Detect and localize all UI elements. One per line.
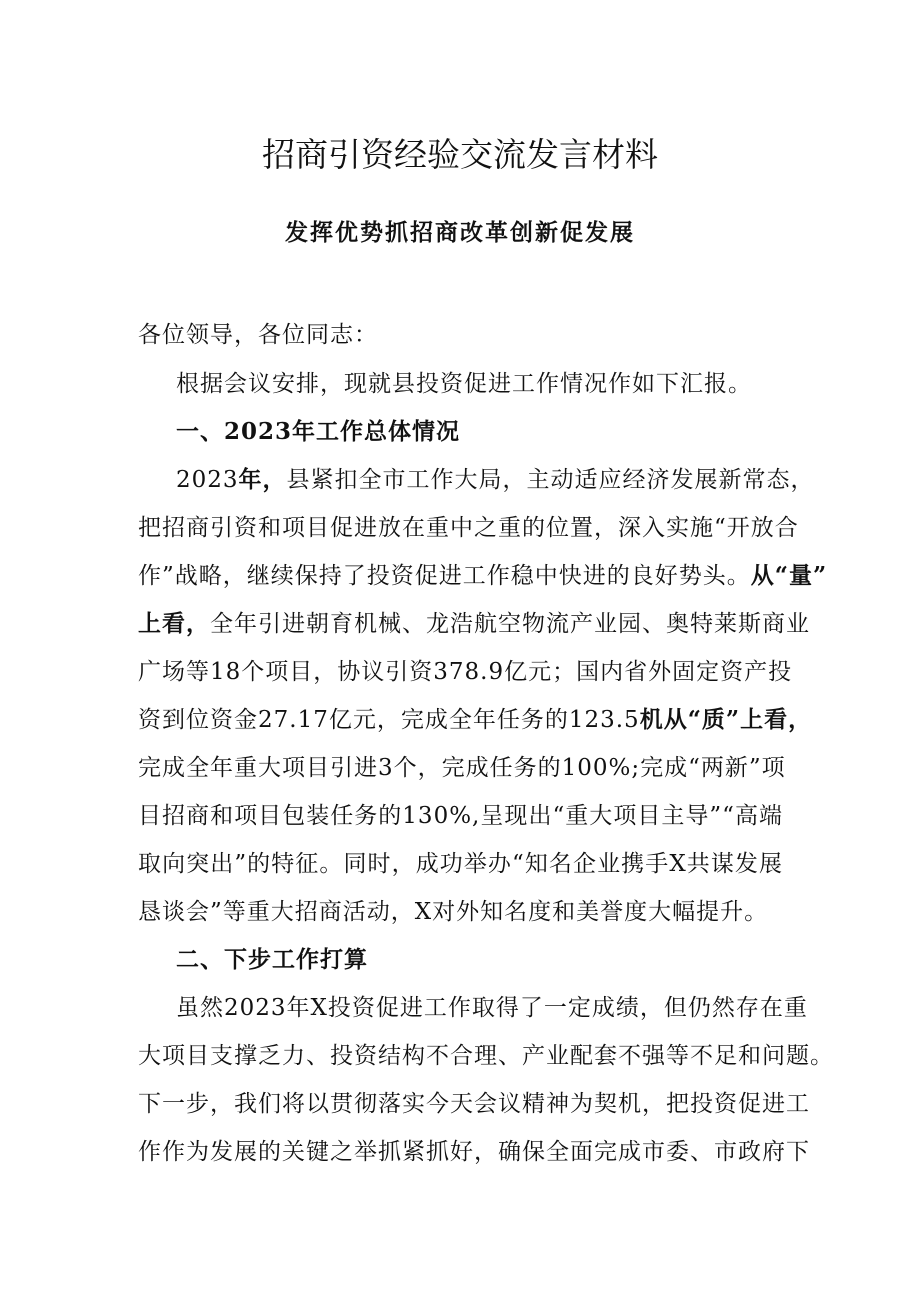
paragraph-line: 广场等18个项目，协议引资378.9亿元；国内省外固定资产投: [138, 659, 793, 685]
intro-paragraph: 根据会议安排，现就县投资促进工作情况作如下汇报。: [176, 371, 752, 397]
paragraph-line: 把招商引资和项目促进放在重中之重的位置，深入实施“开放合: [138, 515, 799, 541]
paragraph-line: 恳谈会”等重大招商活动，X对外知名度和美誉度大幅提升。: [138, 899, 769, 925]
paragraph-line: 虽然2023年X投资促进工作取得了一定成绩，但仍然存在重: [176, 995, 808, 1021]
paragraph-line: 大项目支撑乏力、投资结构不合理、产业配套不强等不足和问题。: [138, 1043, 834, 1069]
paragraph-line: 2023年，县紧扣全市工作大局，主动适应经济发展新常态，: [176, 466, 815, 493]
paragraph-line: 资到位资金27.17亿元，完成全年任务的123.5机从“质”上看，: [138, 706, 813, 733]
paragraph-line: 目招商和项目包装任务的130%,呈现出“重大项目主导”“高端: [138, 803, 783, 829]
document-title: 招商引资经验交流发言材料: [262, 135, 658, 174]
salutation: 各位领导，各位同志：: [138, 322, 378, 348]
section-heading-1: 一、2023年工作总体情况: [176, 418, 461, 445]
section-heading-2: 二、下步工作打算: [176, 946, 368, 973]
paragraph-line: 作”战略，继续保持了投资促进工作稳中快进的良好势头。从“量”: [138, 562, 828, 589]
paragraph-line: 上看，全年引进朝育机械、龙浩航空物流产业园、奥特莱斯商业: [138, 610, 810, 637]
paragraph-line: 完成全年重大项目引进3个，完成任务的100%;完成“两新”项: [138, 755, 786, 781]
paragraph-line: 作作为发展的关键之举抓紧抓好，确保全面完成市委、市政府下: [138, 1139, 810, 1165]
document-subtitle: 发挥优势抓招商改革创新促发展: [285, 219, 635, 246]
paragraph-line: 下一步，我们将以贯彻落实今天会议精神为契机，把投资促进工: [138, 1091, 810, 1117]
paragraph-line: 取向突出”的特征。同时，成功举办“知名企业携手X共谋发展: [138, 851, 783, 877]
